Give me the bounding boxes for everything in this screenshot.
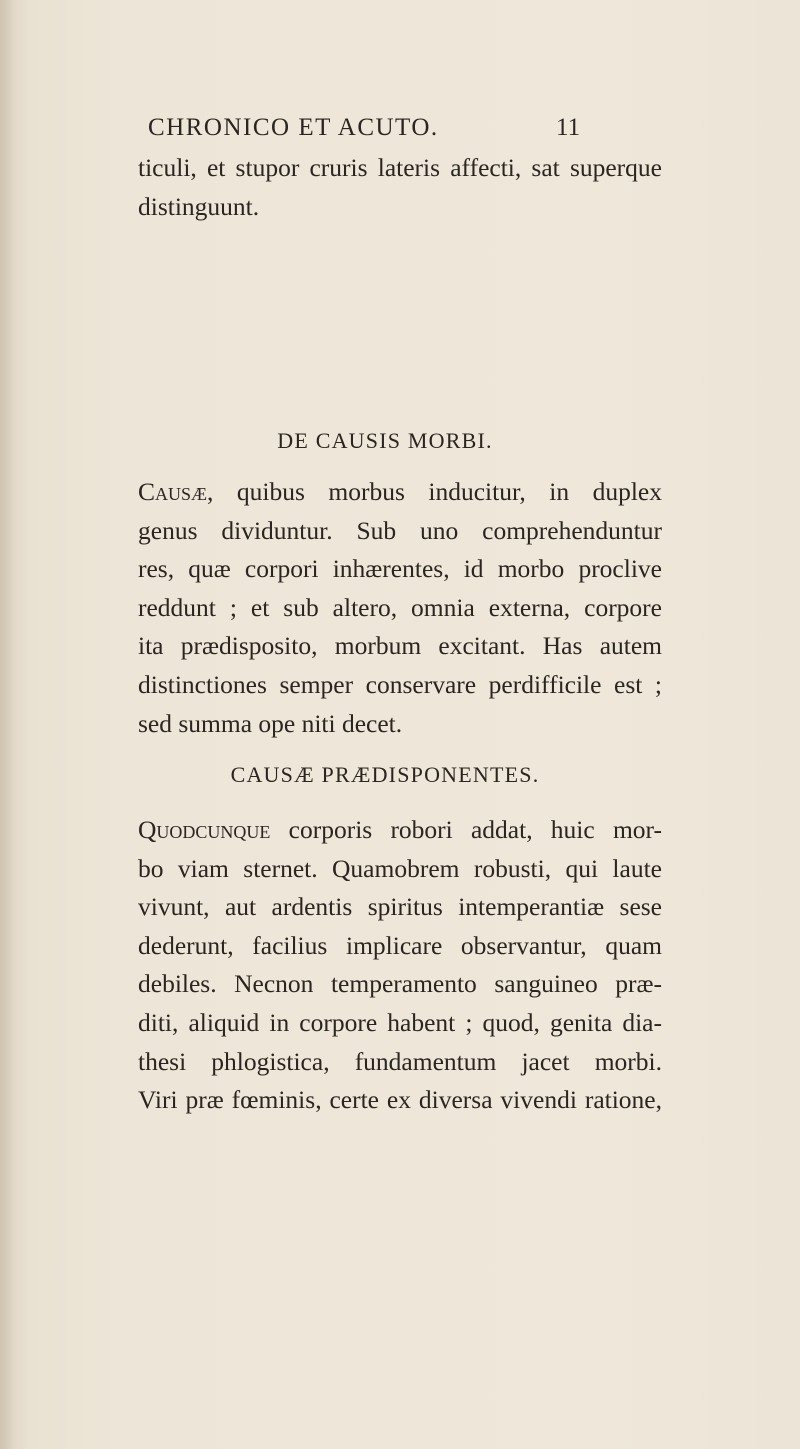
text-line: dederunt, facilius implicare observantur, quam: [138, 930, 662, 960]
text-line: res, quæ corpori inhærentes, id morbo proclive: [138, 554, 662, 584]
text-line: vivunt, aut ardentis spiritus intemperantiæ sese: [138, 892, 662, 922]
text-line: debiles. Necnon temperamento sanguineo præ-: [138, 969, 662, 999]
text-line: [138, 811, 662, 850]
lead-word: Quodcunque: [138, 815, 271, 844]
text-line: [138, 473, 662, 512]
line-remainder: corporis robori addat, huic mor-: [270, 815, 662, 844]
text-line: reddunt ; et sub altero, omnia externa, corpore: [138, 592, 662, 622]
text-line: diti, aliquid in corpore habent ; quod, genita dia-: [138, 1007, 662, 1037]
text-line: thesi phlogistica, fundamentum jacet morbi.: [138, 1046, 662, 1076]
section-heading-causae-praedisponentes: CAUSÆ PRÆDISPONENTES.: [230, 762, 540, 787]
paragraph-causae: [138, 473, 662, 743]
text-line: ticuli, et stupor cruris lateris affecti, sat superque: [138, 153, 662, 182]
text-line: bo viam sternet. Quamobrem robusti, qui laute: [138, 853, 662, 883]
page-number: 11: [556, 114, 581, 141]
text-line: genus dividuntur. Sub uno comprehenduntur: [138, 515, 662, 545]
line-remainder: quibus morbus inducitur, in duplex: [213, 477, 662, 506]
paragraph-quodcunque: [138, 811, 662, 1120]
lead-word: Causæ,: [138, 477, 214, 506]
text-line: distinctiones semper conservare perdifficile est ;: [138, 669, 662, 699]
running-head-title: CHRONICO ET ACUTO.: [148, 114, 439, 141]
text-line: distinguunt.: [138, 191, 260, 221]
paragraph-continuation: [138, 149, 662, 226]
section-heading-causis-morbi: DE CAUSIS MORBI.: [277, 428, 493, 453]
text-line: Viri præ fœminis, certe ex diversa vivendi ratione,: [138, 1085, 662, 1115]
gutter-shadow: [0, 0, 14, 1449]
text-line: ita prædisposito, morbum excitant. Has autem: [138, 631, 662, 661]
text-line: sed summa ope niti decet.: [138, 708, 403, 738]
